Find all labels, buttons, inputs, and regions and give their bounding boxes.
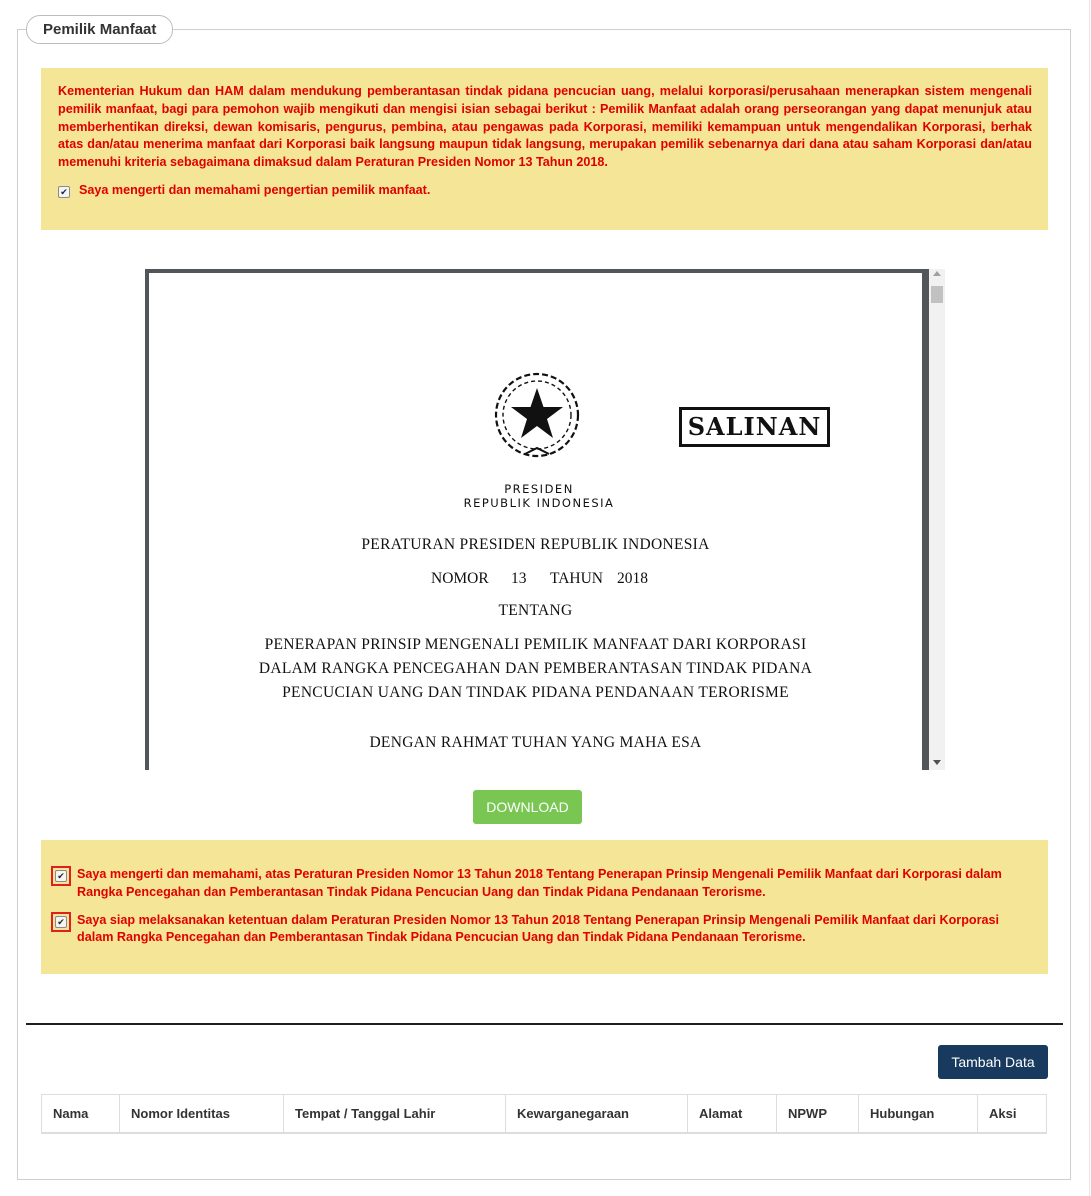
pdf-viewer[interactable] [145, 269, 945, 770]
agreement-checkbox-highlight-2 [51, 912, 71, 932]
doc-heading: PERATURAN PRESIDEN REPUBLIK INDONESIA [361, 536, 710, 553]
presiden-line1: PRESIDEN [504, 482, 574, 496]
column-header-nomor-identitas: Nomor Identitas [120, 1095, 284, 1133]
column-header-npwp: NPWP [777, 1095, 859, 1133]
agreement-checkbox-2[interactable]: ✔ [55, 916, 67, 928]
doc-title-line2: DALAM RANGKA PENCEGAHAN DAN PEMBERANTASAN TINDAK PIDANA [258, 660, 813, 677]
doc-title-line1: PENERAPAN PRINSIP MENGENALI PEMILIK MANFAAT DARI KORPORASI [264, 636, 807, 653]
salinan-stamp: SALINAN [679, 407, 830, 447]
page-edge [1089, 0, 1090, 1196]
column-header-aksi: Aksi [978, 1095, 1047, 1133]
pdf-scrollbar[interactable] [929, 269, 945, 770]
definition-notice [41, 68, 1048, 230]
definition-agreement-checkbox[interactable]: ✔ [58, 186, 70, 198]
column-header-hubungan: Hubungan [859, 1095, 978, 1133]
definition-text: Kementerian Hukum dan HAM dalam mendukung pemberantasan tindak pidana pencucian uang, melalui korporasi/perusahaan menerapkan sistem mengenali pemilik manfaat, bagi para pemohon wajib mengikuti dan mengisi isian sebagai berikut : Pemilik Manfaat adalah orang perseorangan yang dapat menunjuk atau memberhentikan direksi, dewan komisaris, pengurus, pembina, atau pengawas pada Korporasi, memiliki kemampuan untuk mengendalikan Korporasi, berhak atas dan/atau menerima manfaat dari Korporasi baik langsung maupun tidak langsung, merupakan pemilik sebenarnya dari dana atau saham Korporasi dan/atau memenuhi kriteria sebagaimana dimaksud dalam Peraturan Presiden Nomor 13 Tahun 2018. [58, 84, 1032, 170]
tambah-data-button[interactable]: Tambah Data [938, 1045, 1048, 1079]
presiden-line2: REPUBLIK INDONESIA [463, 496, 615, 510]
agreement-row-2 [51, 912, 1032, 948]
definition-agreement-label: Saya mengerti dan memahami pengertian pemilik manfaat. [79, 182, 431, 197]
agreement-label-2: Saya siap melaksanakan ketentuan dalam Peraturan Presiden Nomor 13 Tahun 2018 Tentang Penerapan Prinsip Mengenali Pemilik Manfaat dari Korporasi dalam Rangka Pencegahan dan Pemberantasan Tindak Pidana Pencucian Uang dan Tindak Pidana Pendanaan Terorisme. [77, 912, 999, 945]
scroll-up-arrow-icon[interactable] [933, 271, 941, 276]
column-header-kewarganegaraan: Kewarganegaraan [506, 1095, 688, 1133]
column-header-tempat-tanggal-lahir: Tempat / Tanggal Lahir [284, 1095, 506, 1133]
download-button[interactable]: DOWNLOAD [473, 790, 582, 824]
doc-tentang: TENTANG [498, 602, 573, 619]
nomor-label: NOMOR [431, 570, 489, 587]
agreement-row-1 [51, 866, 1032, 902]
agreement-checkbox-highlight-1 [51, 866, 71, 886]
section-divider [26, 1023, 1063, 1025]
agreement-notice [41, 840, 1048, 974]
definition-agreement-row [58, 182, 1032, 200]
scroll-down-arrow-icon[interactable] [933, 760, 941, 765]
doc-rahmat: DENGAN RAHMAT TUHAN YANG MAHA ESA [369, 734, 702, 751]
scroll-thumb[interactable] [931, 286, 943, 303]
doc-title-line3: PENCUCIAN UANG DAN TINDAK PIDANA PENDANAAN TERORISME [282, 684, 789, 701]
column-header-nama: Nama [41, 1095, 120, 1133]
garuda-star-emblem [487, 368, 587, 463]
agreement-label-1: Saya mengerti dan memahami, atas Peraturan Presiden Nomor 13 Tahun 2018 Tentang Penerapan Prinsip Mengenali Pemilik Manfaat dari Korporasi dalam Rangka Pencegahan dan Pemberantasan Tindak Pidana Pencucian Uang dan Tindak Pidana Pendanaan Terorisme. [77, 867, 1002, 899]
column-header-alamat: Alamat [688, 1095, 777, 1133]
nomor-value: 13 [511, 570, 527, 587]
pemilik-manfaat-table [41, 1094, 1047, 1134]
presiden-caption [449, 482, 629, 510]
tahun-label: TAHUN [550, 570, 604, 587]
tahun-value: 2018 [617, 570, 648, 587]
pdf-page [149, 273, 922, 770]
fieldset-legend: Pemilik Manfaat [26, 15, 173, 44]
agreement-checkbox-1[interactable]: ✔ [55, 870, 67, 882]
